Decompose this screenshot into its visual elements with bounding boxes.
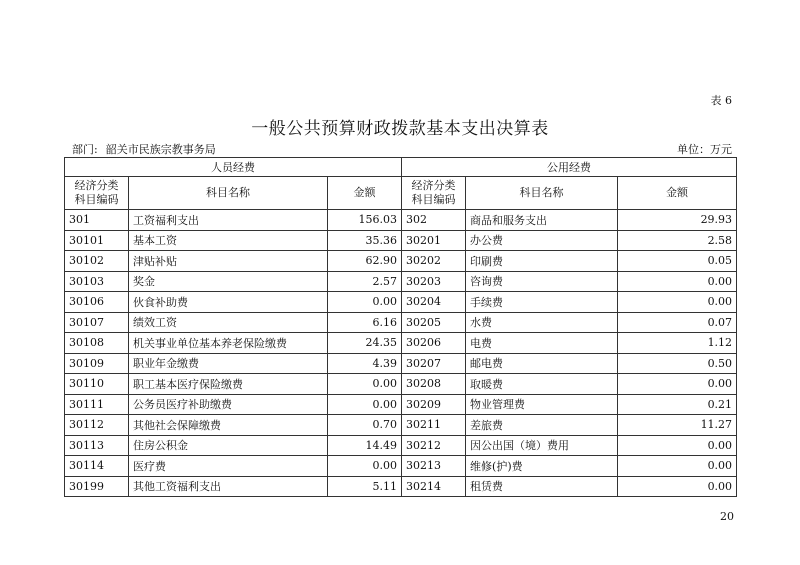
personnel-name-cell: 其他社会保障缴费 bbox=[129, 415, 328, 436]
personnel-amount-cell: 0.70 bbox=[328, 415, 402, 436]
public-name-cell: 取暖费 bbox=[466, 374, 618, 395]
public-code-cell: 30206 bbox=[402, 333, 466, 354]
personnel-name-cell: 津贴补贴 bbox=[129, 251, 328, 272]
personnel-amount-cell: 4.39 bbox=[328, 353, 402, 374]
table-row bbox=[65, 333, 737, 354]
personnel-name-cell: 工资福利支出 bbox=[129, 210, 328, 231]
table-row bbox=[65, 251, 737, 272]
table-row bbox=[65, 435, 737, 456]
public-amount-cell: 2.58 bbox=[618, 230, 737, 251]
personnel-code-cell: 30102 bbox=[65, 251, 129, 272]
public-name-cell: 水费 bbox=[466, 312, 618, 333]
department-name: 韶关市民族宗教事务局 bbox=[105, 143, 216, 156]
personnel-name-cell: 公务员医疗补助缴费 bbox=[129, 394, 328, 415]
table-row bbox=[65, 353, 737, 374]
personnel-code-cell: 30199 bbox=[65, 476, 129, 497]
public-amount-cell: 0.05 bbox=[618, 251, 737, 272]
public-code-cell: 30213 bbox=[402, 456, 466, 477]
personnel-name-cell: 奖金 bbox=[129, 271, 328, 292]
left-amount-header: 金额 bbox=[328, 177, 402, 210]
personnel-amount-cell: 14.49 bbox=[328, 435, 402, 456]
left-code-header bbox=[65, 177, 129, 210]
personnel-code-cell: 30112 bbox=[65, 415, 129, 436]
public-name-cell: 印刷费 bbox=[466, 251, 618, 272]
personnel-amount-cell: 6.16 bbox=[328, 312, 402, 333]
page-title: 一般公共预算财政拨款基本支出决算表 bbox=[251, 119, 549, 139]
personnel-amount-cell: 0.00 bbox=[328, 456, 402, 477]
public-amount-cell: 1.12 bbox=[618, 333, 737, 354]
public-name-cell: 邮电费 bbox=[466, 353, 618, 374]
public-code-cell: 30205 bbox=[402, 312, 466, 333]
personnel-amount-cell: 156.03 bbox=[328, 210, 402, 231]
personnel-name-cell: 绩效工资 bbox=[129, 312, 328, 333]
table-row bbox=[65, 476, 737, 497]
personnel-amount-cell: 0.00 bbox=[328, 292, 402, 313]
personnel-name-cell: 医疗费 bbox=[129, 456, 328, 477]
personnel-name-cell: 伙食补助费 bbox=[129, 292, 328, 313]
table-row bbox=[65, 271, 737, 292]
personnel-amount-cell: 2.57 bbox=[328, 271, 402, 292]
personnel-amount-cell: 24.35 bbox=[328, 333, 402, 354]
expenditure-table bbox=[64, 157, 737, 497]
public-code-cell: 30202 bbox=[402, 251, 466, 272]
public-name-cell: 手续费 bbox=[466, 292, 618, 313]
public-amount-cell: 0.00 bbox=[618, 292, 737, 313]
public-amount-cell: 0.21 bbox=[618, 394, 737, 415]
table-row bbox=[65, 292, 737, 313]
public-code-cell: 302 bbox=[402, 210, 466, 231]
public-code-cell: 30214 bbox=[402, 476, 466, 497]
public-name-cell: 商品和服务支出 bbox=[466, 210, 618, 231]
department-label: 部门: bbox=[72, 143, 98, 156]
public-name-cell: 物业管理费 bbox=[466, 394, 618, 415]
column-header-row bbox=[65, 177, 737, 210]
public-amount-cell: 0.00 bbox=[618, 456, 737, 477]
personnel-name-cell: 住房公积金 bbox=[129, 435, 328, 456]
public-name-cell: 因公出国（境）费用 bbox=[466, 435, 618, 456]
personnel-code-cell: 30111 bbox=[65, 394, 129, 415]
public-amount-cell: 0.00 bbox=[618, 271, 737, 292]
public-name-cell: 差旅费 bbox=[466, 415, 618, 436]
personnel-amount-cell: 62.90 bbox=[328, 251, 402, 272]
public-amount-cell: 0.07 bbox=[618, 312, 737, 333]
personnel-code-cell: 30107 bbox=[65, 312, 129, 333]
public-name-cell: 租赁费 bbox=[466, 476, 618, 497]
table-row bbox=[65, 415, 737, 436]
public-amount-cell: 11.27 bbox=[618, 415, 737, 436]
public-code-cell: 30208 bbox=[402, 374, 466, 395]
personnel-name-cell: 基本工资 bbox=[129, 230, 328, 251]
personnel-name-cell: 职业年金缴费 bbox=[129, 353, 328, 374]
right-amount-header: 金额 bbox=[618, 177, 737, 210]
public-name-cell: 办公费 bbox=[466, 230, 618, 251]
personnel-name-cell: 其他工资福利支出 bbox=[129, 476, 328, 497]
personnel-name-cell: 机关事业单位基本养老保险缴费 bbox=[129, 333, 328, 354]
public-amount-cell: 0.50 bbox=[618, 353, 737, 374]
public-code-cell: 30211 bbox=[402, 415, 466, 436]
personnel-code-cell: 30103 bbox=[65, 271, 129, 292]
table-number: 表 6 bbox=[710, 94, 732, 107]
table-row bbox=[65, 394, 737, 415]
personnel-amount-cell: 5.11 bbox=[328, 476, 402, 497]
public-name-cell: 电费 bbox=[466, 333, 618, 354]
table-row bbox=[65, 456, 737, 477]
table-row bbox=[65, 312, 737, 333]
code-header-line1: 经济分类 bbox=[74, 179, 119, 192]
personnel-code-cell: 30113 bbox=[65, 435, 129, 456]
personnel-group-header: 人员经费 bbox=[65, 158, 402, 177]
personnel-code-cell: 30106 bbox=[65, 292, 129, 313]
table-row bbox=[65, 230, 737, 251]
code-header-line1: 经济分类 bbox=[411, 179, 456, 192]
public-code-cell: 30207 bbox=[402, 353, 466, 374]
code-header-line2: 科目编码 bbox=[411, 193, 456, 206]
public-code-cell: 30209 bbox=[402, 394, 466, 415]
personnel-code-cell: 301 bbox=[65, 210, 129, 231]
table-row bbox=[65, 210, 737, 231]
public-amount-cell: 29.93 bbox=[618, 210, 737, 231]
public-group-header: 公用经费 bbox=[402, 158, 737, 177]
public-code-cell: 30204 bbox=[402, 292, 466, 313]
table-row bbox=[65, 374, 737, 395]
personnel-amount-cell: 35.36 bbox=[328, 230, 402, 251]
public-amount-cell: 0.00 bbox=[618, 476, 737, 497]
public-code-cell: 30201 bbox=[402, 230, 466, 251]
page-number: 20 bbox=[720, 510, 734, 523]
public-amount-cell: 0.00 bbox=[618, 435, 737, 456]
personnel-code-cell: 30110 bbox=[65, 374, 129, 395]
public-code-cell: 30203 bbox=[402, 271, 466, 292]
personnel-code-cell: 30114 bbox=[65, 456, 129, 477]
department-line bbox=[72, 141, 216, 157]
personnel-amount-cell: 0.00 bbox=[328, 374, 402, 395]
group-header-row bbox=[65, 158, 737, 177]
unit-label: 单位：万元 bbox=[677, 143, 732, 156]
public-amount-cell: 0.00 bbox=[618, 374, 737, 395]
right-name-header: 科目名称 bbox=[466, 177, 618, 210]
public-code-cell: 30212 bbox=[402, 435, 466, 456]
public-name-cell: 咨询费 bbox=[466, 271, 618, 292]
personnel-code-cell: 30108 bbox=[65, 333, 129, 354]
personnel-code-cell: 30101 bbox=[65, 230, 129, 251]
right-code-header bbox=[402, 177, 466, 210]
personnel-amount-cell: 0.00 bbox=[328, 394, 402, 415]
personnel-code-cell: 30109 bbox=[65, 353, 129, 374]
public-name-cell: 维修(护)费 bbox=[466, 456, 618, 477]
personnel-name-cell: 职工基本医疗保险缴费 bbox=[129, 374, 328, 395]
left-name-header: 科目名称 bbox=[129, 177, 328, 210]
code-header-line2: 科目编码 bbox=[74, 193, 119, 206]
